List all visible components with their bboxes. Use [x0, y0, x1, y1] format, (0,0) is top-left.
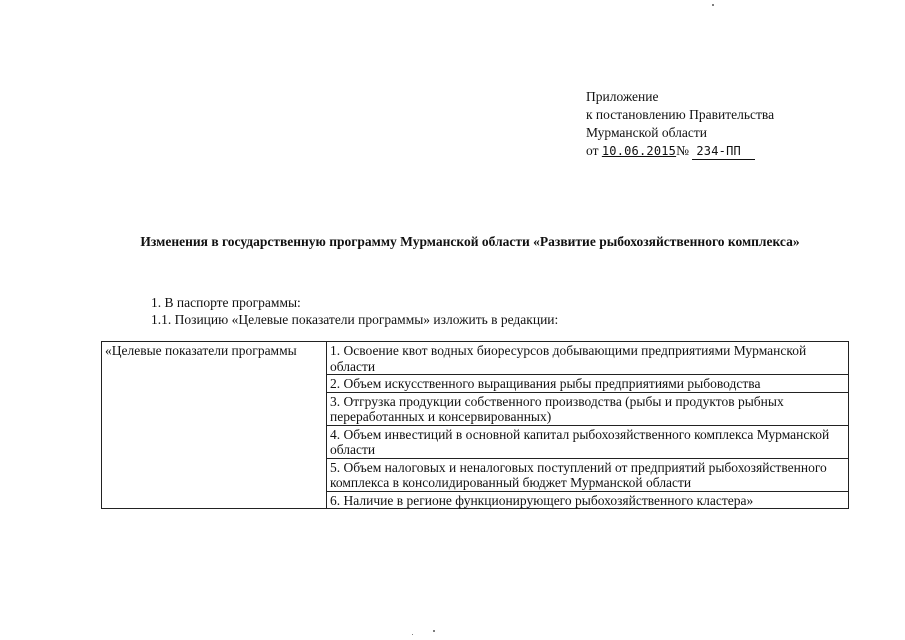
indicator-item: 3. Отгрузка продукции собственного производства (рыбы и продуктов рыбных переработанных и консервированных)	[327, 392, 849, 425]
scan-speck	[712, 4, 714, 6]
appendix-decree-ref: к постановлению Правительства	[586, 107, 775, 122]
indicator-item: 4. Объем инвестиций в основной капитал рыбохозяйственного комплекса Мурманской области	[327, 425, 849, 458]
scan-speck	[412, 634, 413, 635]
scan-speck	[433, 630, 435, 632]
indicator-item: 1. Освоение квот водных биоресурсов добывающими предприятиями Мурманской области	[327, 342, 849, 375]
appendix-region: Мурманской области	[586, 125, 707, 140]
section-item-1-1: 1.1. Позицию «Целевые показатели программы» изложить в редакции:	[151, 312, 559, 327]
appendix-title: Приложение	[586, 89, 659, 104]
target-indicators-table	[101, 341, 849, 509]
section-heading	[151, 294, 558, 328]
decree-number: 234-ПП	[692, 144, 755, 160]
indicator-item: 2. Объем искусственного выращивания рыбы предприятиями рыбоводства	[327, 375, 849, 393]
table-row	[102, 342, 849, 375]
indicator-item: 6. Наличие в регионе функционирующего рыбохозяйственного кластера»	[327, 491, 849, 509]
date-prefix: от	[586, 143, 599, 158]
indicator-item: 5. Объем налоговых и неналоговых поступлений от предприятий рыбохозяйственного комплекса в консолидированный бюджет Мурманской области	[327, 458, 849, 491]
section-item-1: 1. В паспорте программы:	[151, 295, 301, 310]
number-sign: №	[676, 143, 689, 158]
document-title: Изменения в государственную программу Мурманской области «Развитие рыбохозяйственного комплекса»	[140, 234, 800, 249]
appendix-block	[586, 88, 774, 160]
appendix-date-line	[586, 142, 774, 160]
indicators-label-cell: «Целевые показатели программы	[102, 342, 327, 509]
decree-date: 10.06.2015	[601, 144, 677, 158]
